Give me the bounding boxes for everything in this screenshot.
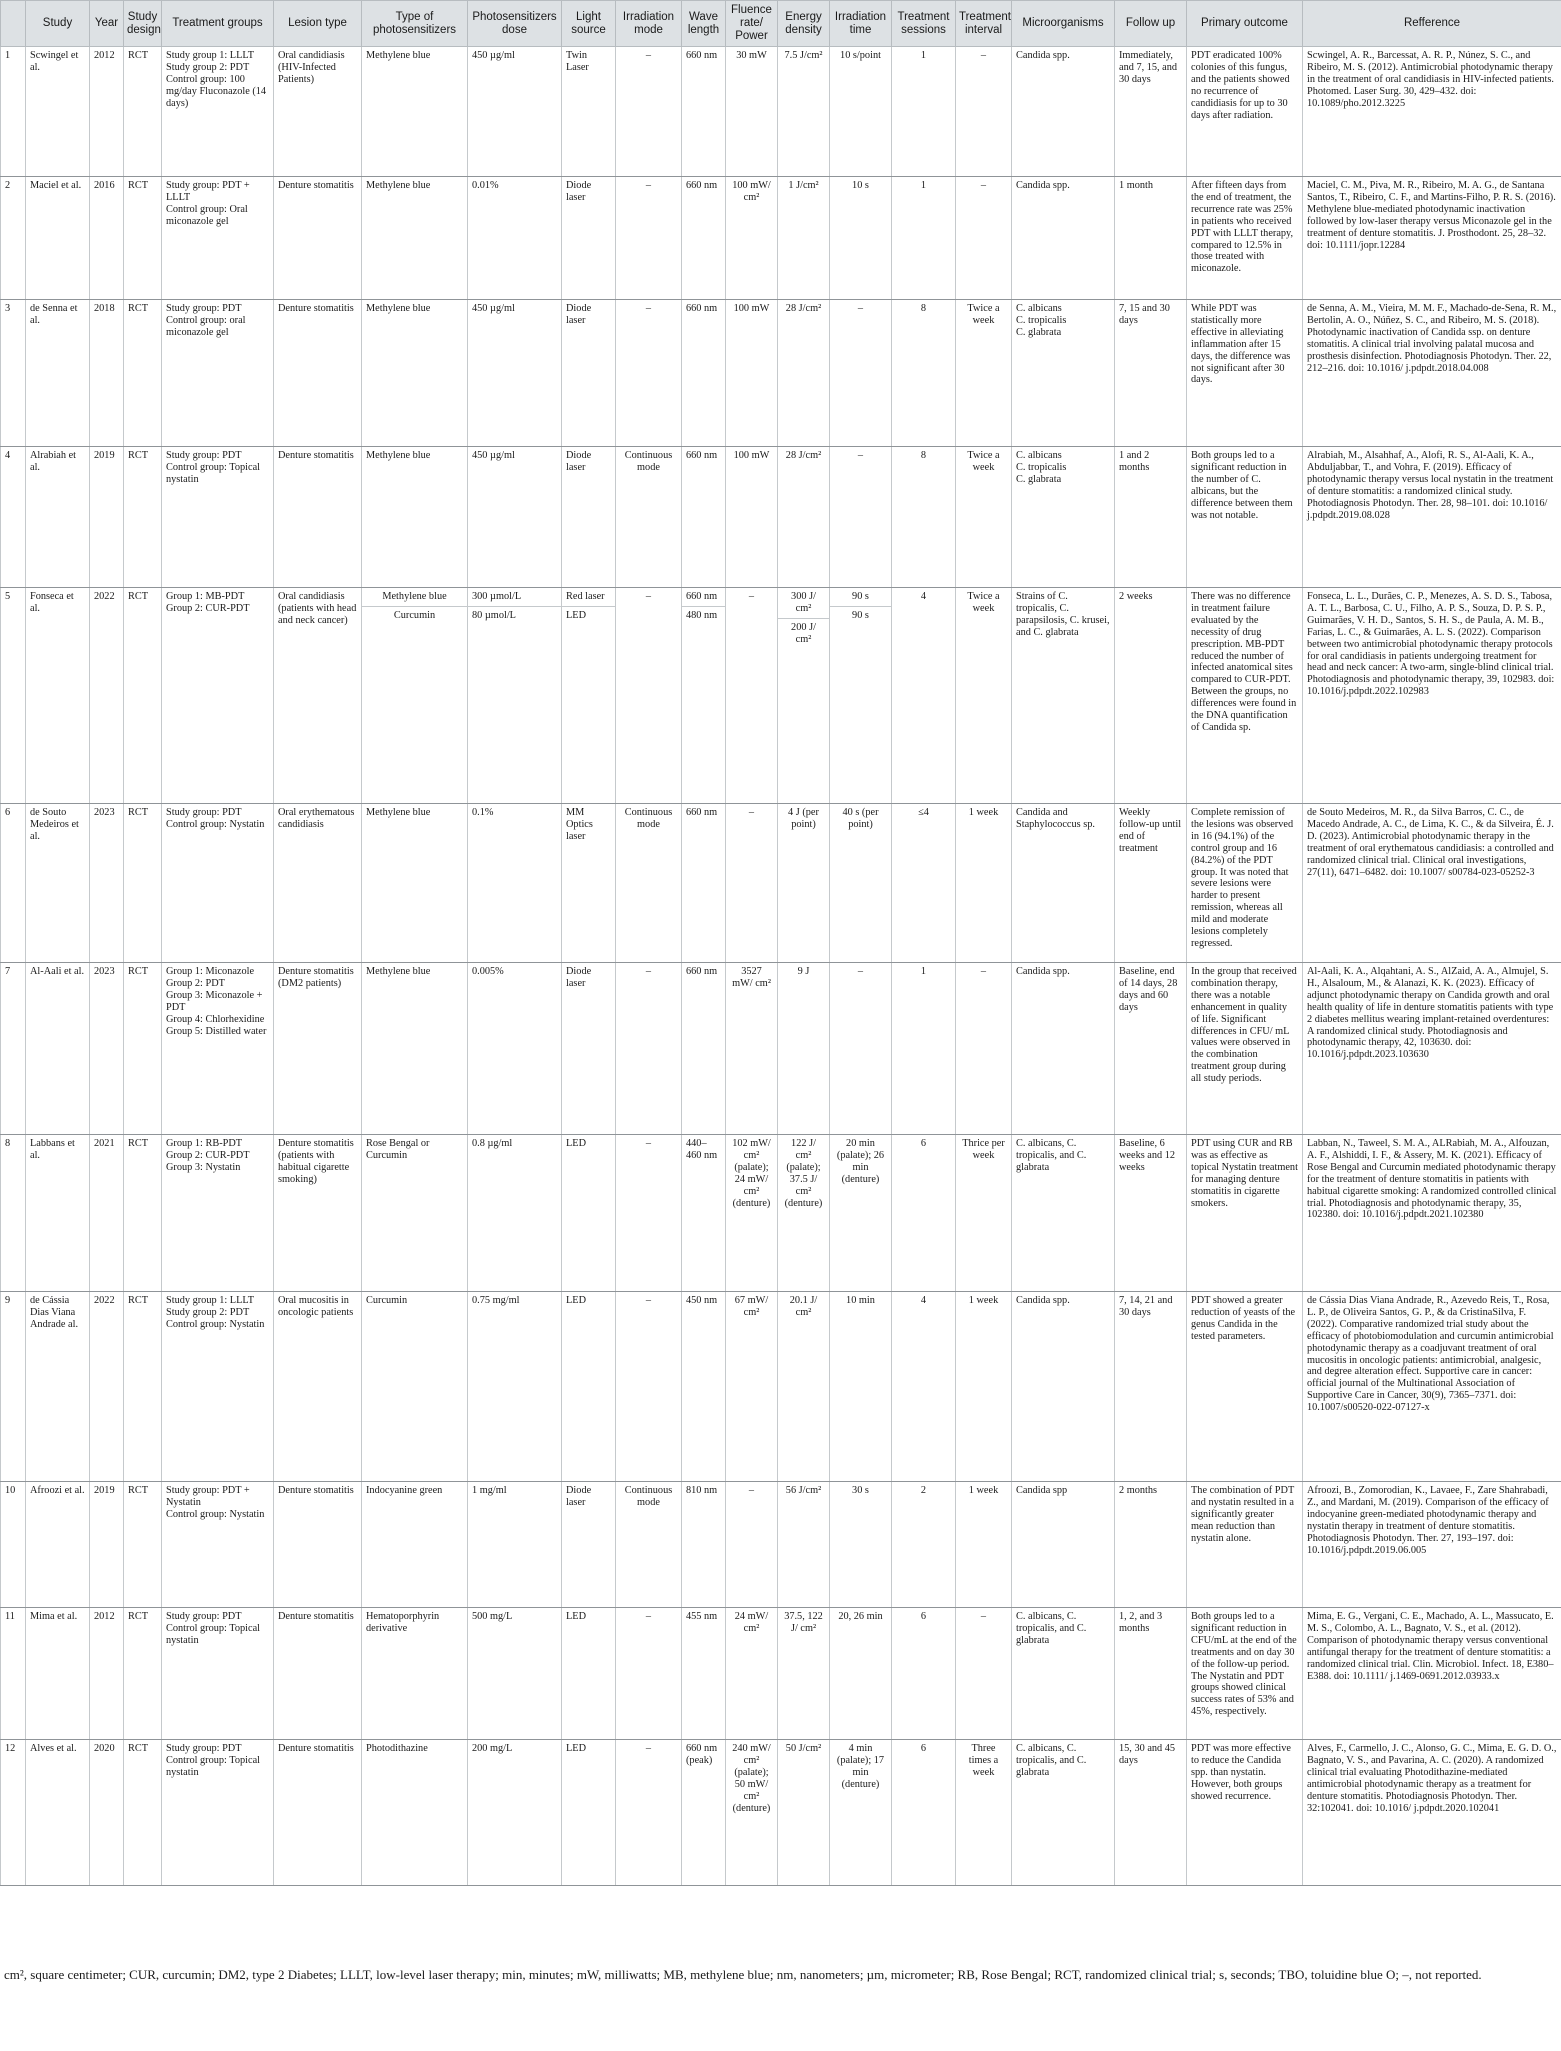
interval-cell: Twice a week <box>956 447 1012 588</box>
row-number: 1 <box>1 47 26 177</box>
design-cell: RCT <box>124 1482 162 1608</box>
study-cell: Labbans et al. <box>26 1135 90 1292</box>
table-row <box>1 804 1561 963</box>
primary-outcome-cell: The combination of PDT and nystatin resulted in a significantly greater mean reduction than nystatin alone. <box>1187 1482 1303 1608</box>
microorganisms-cell: Candida spp. <box>1012 177 1115 300</box>
header-study-design: Study design <box>124 1 162 47</box>
header-photosensitizer-dose: Photosensitizers dose <box>468 1 562 47</box>
reference-cell: de Senna, A. M., Vieira, M. M. F., Machado-de-Sena, R. M., Bertolin, A. O., Núñez, S. C., and Ribeiro, M. S. (2018). Photodynamic inactivation of Candida ssp. on denture stomatitis. A clinical trial involving palatal mucosa and prosthesis disinfection. Photodiagnosis Photodyn. Ther. 22, 212–216. doi: 10.1016/ j.pdpdt.2018.04.008 <box>1303 300 1561 447</box>
energy-density-cell-part: 300 J/ cm² <box>791 591 816 614</box>
energy-density-cell: 50 J/cm² <box>778 1740 830 1886</box>
microorganisms-cell: Candida spp. <box>1012 47 1115 177</box>
irradiation-time-cell-part: 90 s <box>830 606 891 625</box>
photosensitizer-cell: Rose Bengal or Curcumin <box>362 1135 468 1292</box>
treatment-groups-cell: Study group 1: LLLT Study group 2: PDT Control group: 100 mg/day Fluconazole (14 days) <box>162 47 274 177</box>
dose-cell: 1 mg/ml <box>468 1482 562 1608</box>
irradiation-mode-cell: – <box>616 47 682 177</box>
light-source-cell: Diode laser <box>562 447 616 588</box>
irradiation-mode-cell: – <box>616 963 682 1135</box>
header-microorganisms: Microorganisms <box>1012 1 1115 47</box>
dose-cell: 0.01% <box>468 177 562 300</box>
sessions-cell: 1 <box>892 963 956 1135</box>
wave-length-cell: 440–460 nm <box>682 1135 726 1292</box>
sessions-cell: 4 <box>892 588 956 804</box>
treatment-groups-cell: Study group: PDT Control group: Nystatin <box>162 804 274 963</box>
microorganisms-cell: C. albicans, C. tropicalis, and C. glabrata <box>1012 1608 1115 1740</box>
table-row <box>1 177 1561 300</box>
year-cell: 2019 <box>90 1482 124 1608</box>
treatment-groups-cell: Study group 1: LLLT Study group 2: PDT Control group: Nystatin <box>162 1292 274 1482</box>
year-cell: 2016 <box>90 177 124 300</box>
lesion-type-cell: Denture stomatitis <box>274 1740 362 1886</box>
microorganisms-cell: Strains of C. tropicalis, C. parapsilosis, C. krusei, and C. glabrata <box>1012 588 1115 804</box>
study-cell: Al-Aali et al. <box>26 963 90 1135</box>
sessions-cell: 8 <box>892 300 956 447</box>
light-source-cell-part: LED <box>562 606 615 625</box>
irradiation-time-cell-part: 90 s <box>852 591 869 602</box>
microorganisms-cell: C. albicans C. tropicalis C. glabrata <box>1012 300 1115 447</box>
wave-length-cell: 660 nm <box>682 177 726 300</box>
study-cell: Maciel et al. <box>26 177 90 300</box>
energy-density-cell <box>778 588 830 804</box>
energy-density-cell: 20.1 J/ cm² <box>778 1292 830 1482</box>
photosensitizer-cell: Methylene blue <box>362 300 468 447</box>
reference-cell: Alrabiah, M., Alsahhaf, A., Alofi, R. S., Al-Aali, K. A., Abduljabbar, T., and Vohra, F. (2019). Efficacy of photodynamic therapy versus local nystatin in the treatment of denture stomatitis: a randomized clinical study. Photodiagnosis Photodyn. Ther. 28, 98–101. doi: 10.1016/ j.pdpdt.2019.08.028 <box>1303 447 1561 588</box>
lesion-type-cell: Denture stomatitis <box>274 300 362 447</box>
irradiation-time-cell: – <box>830 447 892 588</box>
photosensitizer-cell: Methylene blue <box>362 177 468 300</box>
irradiation-time-cell: – <box>830 300 892 447</box>
header-energy-density: Energy density <box>778 1 830 47</box>
follow-up-cell: 7, 14, 21 and 30 days <box>1115 1292 1187 1482</box>
interval-cell: Twice a week <box>956 588 1012 804</box>
header-photosensitizer-type: Type of photosensitizers <box>362 1 468 47</box>
irradiation-mode-cell: – <box>616 588 682 804</box>
dose-cell <box>468 588 562 804</box>
interval-cell: Three times a week <box>956 1740 1012 1886</box>
dose-cell: 500 mg/L <box>468 1608 562 1740</box>
year-cell: 2023 <box>90 804 124 963</box>
fluence-cell: 100 mW <box>726 300 778 447</box>
irradiation-time-cell <box>830 588 892 804</box>
lesion-type-cell: Oral candidiasis (patients with head and neck cancer) <box>274 588 362 804</box>
interval-cell: Thrice per week <box>956 1135 1012 1292</box>
header-follow-up: Follow up <box>1115 1 1187 47</box>
header-wave-length: Wave length <box>682 1 726 47</box>
header-row <box>1 1 1561 47</box>
lesion-type-cell: Denture stomatitis (DM2 patients) <box>274 963 362 1135</box>
header-treatment-groups: Treatment groups <box>162 1 274 47</box>
fluence-cell: 3527 mW/ cm² <box>726 963 778 1135</box>
design-cell: RCT <box>124 1608 162 1740</box>
year-cell: 2021 <box>90 1135 124 1292</box>
sessions-cell: 6 <box>892 1740 956 1886</box>
light-source-cell: MM Optics laser <box>562 804 616 963</box>
follow-up-cell: 2 weeks <box>1115 588 1187 804</box>
microorganisms-cell: Candida spp. <box>1012 1292 1115 1482</box>
dose-cell: 450 µg/ml <box>468 47 562 177</box>
primary-outcome-cell: PDT was more effective to reduce the Candida spp. than nystatin. However, both groups showed recurrence. <box>1187 1740 1303 1886</box>
photosensitizer-cell: Photodithazine <box>362 1740 468 1886</box>
header-light-source: Light source <box>562 1 616 47</box>
irradiation-mode-cell: – <box>616 300 682 447</box>
study-cell: de Souto Medeiros et al. <box>26 804 90 963</box>
energy-density-cell: 28 J/cm² <box>778 300 830 447</box>
follow-up-cell: 2 months <box>1115 1482 1187 1608</box>
irradiation-mode-cell: – <box>616 1740 682 1886</box>
lesion-type-cell: Denture stomatitis <box>274 1608 362 1740</box>
fluence-cell: 100 mW <box>726 447 778 588</box>
reference-cell: Labban, N., Taweel, S. M. A., ALRabiah, M. A., Alfouzan, A. F., Alshiddi, I. F., & Assery, M. K. (2021). Efficacy of Rose Bengal and Curcumin mediated photodynamic therapy for the treatment of denture stomatitis in patients with habitual cigarette smoking: A randomized controlled clinical trial. Photodiagnosis and photodynamic therapy, 35, 102380. doi: 10.1016/j.pdpdt.2021.102380 <box>1303 1135 1561 1292</box>
year-cell: 2019 <box>90 447 124 588</box>
row-number: 12 <box>1 1740 26 1886</box>
irradiation-mode-cell: – <box>616 1608 682 1740</box>
energy-density-cell: 56 J/cm² <box>778 1482 830 1608</box>
header-number <box>1 1 26 47</box>
treatment-groups-cell: Study group: PDT Control group: oral miconazole gel <box>162 300 274 447</box>
design-cell: RCT <box>124 47 162 177</box>
row-number: 10 <box>1 1482 26 1608</box>
primary-outcome-cell: Both groups led to a significant reduction in the number of C. albicans, but the difference between them was not notable. <box>1187 447 1303 588</box>
study-cell: Fonseca et al. <box>26 588 90 804</box>
microorganisms-cell: C. albicans C. tropicalis C. glabrata <box>1012 447 1115 588</box>
light-source-cell <box>562 588 616 804</box>
design-cell: RCT <box>124 177 162 300</box>
light-source-cell-part: Red laser <box>566 591 605 602</box>
wave-length-cell: 660 nm <box>682 804 726 963</box>
reference-cell: Maciel, C. M., Piva, M. R., Ribeiro, M. A. G., de Santana Santos, T., Ribeiro, C. F., and Martins-Filho, P. R. S. (2016). Methylene blue-mediated photodynamic inactivation followed by low-laser therapy versus Miconazole gel in the treatment of denture stomatitis. J. Prosthodont. 25, 28–32. doi: 10.1111/jopr.12284 <box>1303 177 1561 300</box>
light-source-cell: LED <box>562 1135 616 1292</box>
dose-cell: 450 µg/ml <box>468 447 562 588</box>
microorganisms-cell: C. albicans, C. tropicalis, and C. glabrata <box>1012 1740 1115 1886</box>
irradiation-time-cell: 20, 26 min <box>830 1608 892 1740</box>
study-cell: de Senna et al. <box>26 300 90 447</box>
interval-cell: Twice a week <box>956 300 1012 447</box>
row-number: 4 <box>1 447 26 588</box>
follow-up-cell: 1, 2, and 3 months <box>1115 1608 1187 1740</box>
lesion-type-cell: Oral mucositis in oncologic patients <box>274 1292 362 1482</box>
microorganisms-cell: C. albicans, C. tropicalis, and C. glabrata <box>1012 1135 1115 1292</box>
treatment-groups-cell: Study group: PDT Control group: Topical nystatin <box>162 1740 274 1886</box>
sessions-cell: 8 <box>892 447 956 588</box>
interval-cell: 1 week <box>956 1482 1012 1608</box>
light-source-cell: Diode laser <box>562 963 616 1135</box>
interval-cell: 1 week <box>956 1292 1012 1482</box>
table-row <box>1 300 1561 447</box>
design-cell: RCT <box>124 447 162 588</box>
dose-cell-part: 300 µmol/L <box>472 591 522 602</box>
table-row <box>1 1135 1561 1292</box>
irradiation-time-cell: 30 s <box>830 1482 892 1608</box>
year-cell: 2012 <box>90 1608 124 1740</box>
dose-cell-part: 80 µmol/L <box>468 606 561 625</box>
wave-length-cell: 660 nm <box>682 47 726 177</box>
lesion-type-cell: Denture stomatitis <box>274 447 362 588</box>
photosensitizer-cell-part: Curcumin <box>362 606 467 625</box>
fluence-cell: – <box>726 588 778 804</box>
year-cell: 2012 <box>90 47 124 177</box>
year-cell: 2023 <box>90 963 124 1135</box>
follow-up-cell: 7, 15 and 30 days <box>1115 300 1187 447</box>
sessions-cell: 2 <box>892 1482 956 1608</box>
interval-cell: – <box>956 963 1012 1135</box>
header-irradiation-mode: Irradiation mode <box>616 1 682 47</box>
wave-length-cell: 660 nm <box>682 447 726 588</box>
row-number: 9 <box>1 1292 26 1482</box>
year-cell: 2022 <box>90 1292 124 1482</box>
light-source-cell: Twin Laser <box>562 47 616 177</box>
primary-outcome-cell: While PDT was statistically more effective in alleviating inflammation after 15 days, the difference was not significant after 30 days. <box>1187 300 1303 447</box>
sessions-cell: 1 <box>892 177 956 300</box>
fluence-cell: – <box>726 804 778 963</box>
microorganisms-cell: Candida and Staphylococcus sp. <box>1012 804 1115 963</box>
follow-up-cell: Baseline, 6 weeks and 12 weeks <box>1115 1135 1187 1292</box>
table-row <box>1 1608 1561 1740</box>
reference-cell: Fonseca, L. L., Durães, C. P., Menezes, A. S. D. S., Tabosa, A. T. L., Barbosa, C. U., Filho, A. P. S., Souza, D. P. S. P., Guimarães, V. H. D., Santos, S. H. S., de Paula, A. M. B., Farias, L. C., & Guimarães, A. L. S. (2022). Comparison between two antimicrobial photodynamic therapy protocols for oral candidiasis in patients undergoing treatment for head and neck cancer: A two-arm, single-blind clinical trial. Photodiagnosis and photodynamic therapy, 39, 102983. doi: 10.1016/j.pdpdt.2022.102983 <box>1303 588 1561 804</box>
treatment-groups-cell: Study group: PDT Control group: Topical nystatin <box>162 447 274 588</box>
study-cell: Scwingel et al. <box>26 47 90 177</box>
table-row <box>1 447 1561 588</box>
light-source-cell: Diode laser <box>562 1482 616 1608</box>
follow-up-cell: 1 month <box>1115 177 1187 300</box>
table-footnote: cm², square centimeter; CUR, curcumin; DM2, type 2 Diabetes; LLLT, low-level laser therapy; min, minutes; mW, milliwatts; MB, methylene blue; nm, nanometers; µm, micrometer; RB, Rose Bengal; RCT, randomized clinical trial; s, seconds; TBO, toluidine blue O; –, not reported. <box>4 1967 1482 1982</box>
primary-outcome-cell: Both groups led to a significant reduction in CFU/mL at the end of the treatments and on day 30 of the follow-up period. The Nystatin and PDT groups showed clinical success rates of 53% and 45%, respectively. <box>1187 1608 1303 1740</box>
sessions-cell: 1 <box>892 47 956 177</box>
dose-cell: 450 µg/ml <box>468 300 562 447</box>
year-cell: 2020 <box>90 1740 124 1886</box>
primary-outcome-cell: In the group that received combination therapy, there was a notable enhancement in quality of life. Significant differences in CFU/ mL values were observed in the combination treatment group during all study periods. <box>1187 963 1303 1135</box>
year-cell: 2018 <box>90 300 124 447</box>
design-cell: RCT <box>124 963 162 1135</box>
fluence-cell: 240 mW/ cm² (palate); 50 mW/ cm² (denture) <box>726 1740 778 1886</box>
dose-cell: 0.75 mg/ml <box>468 1292 562 1482</box>
primary-outcome-cell: PDT eradicated 100% colonies of this fungus, and the patients showed no recurrence of candidiasis for up to 30 days after radiation. <box>1187 47 1303 177</box>
irradiation-time-cell: 20 min (palate); 26 min (denture) <box>830 1135 892 1292</box>
interval-cell: – <box>956 47 1012 177</box>
sessions-cell: 6 <box>892 1608 956 1740</box>
reference-cell: Mima, E. G., Vergani, C. E., Machado, A. L., Massucato, E. M. S., Colombo, A. L., Bagnato, V. S., et al. (2012). Comparison of photodynamic therapy versus conventional antifungal therapy for the treatment of denture stomatitis: a randomized clinical trial. Clin. Microbiol. Infect. 18, E380–E388. doi: 10.1111/ j.1469-0691.2012.03933.x <box>1303 1608 1561 1740</box>
sessions-cell: 4 <box>892 1292 956 1482</box>
follow-up-cell: 1 and 2 months <box>1115 447 1187 588</box>
design-cell: RCT <box>124 300 162 447</box>
dose-cell: 200 mg/L <box>468 1740 562 1886</box>
row-number: 7 <box>1 963 26 1135</box>
light-source-cell: LED <box>562 1740 616 1886</box>
irradiation-time-cell: 4 min (palate); 17 min (denture) <box>830 1740 892 1886</box>
fluence-cell: 100 mW/ cm² <box>726 177 778 300</box>
irradiation-mode-cell: Continuous mode <box>616 447 682 588</box>
energy-density-cell: 4 J (per point) <box>778 804 830 963</box>
table-body <box>1 47 1561 1886</box>
irradiation-time-cell: – <box>830 963 892 1135</box>
treatment-groups-cell: Study group: PDT Control group: Topical nystatin <box>162 1608 274 1740</box>
row-number: 11 <box>1 1608 26 1740</box>
study-cell: de Cássia Dias Viana Andrade al. <box>26 1292 90 1482</box>
fluence-cell: 67 mW/ cm² <box>726 1292 778 1482</box>
lesion-type-cell: Oral candidiasis (HIV-Infected Patients) <box>274 47 362 177</box>
table-row <box>1 1482 1561 1608</box>
dose-cell: 0.1% <box>468 804 562 963</box>
energy-density-cell: 28 J/cm² <box>778 447 830 588</box>
interval-cell: 1 week <box>956 804 1012 963</box>
irradiation-mode-cell: – <box>616 177 682 300</box>
energy-density-cell: 122 J/ cm² (palate); 37.5 J/ cm² (denture) <box>778 1135 830 1292</box>
fluence-cell: 30 mW <box>726 47 778 177</box>
fluence-cell: – <box>726 1482 778 1608</box>
study-cell: Alves et al. <box>26 1740 90 1886</box>
irradiation-mode-cell: – <box>616 1135 682 1292</box>
irradiation-mode-cell: Continuous mode <box>616 804 682 963</box>
design-cell: RCT <box>124 588 162 804</box>
follow-up-cell: 15, 30 and 45 days <box>1115 1740 1187 1886</box>
header-lesion-type: Lesion type <box>274 1 362 47</box>
primary-outcome-cell: PDT showed a greater reduction of yeasts of the genus Candida in the tested parameters. <box>1187 1292 1303 1482</box>
wave-length-cell-part: 660 nm <box>686 591 718 602</box>
irradiation-mode-cell: Continuous mode <box>616 1482 682 1608</box>
photosensitizer-cell-part: Methylene blue <box>382 591 447 602</box>
energy-density-cell: 37.5, 122 J/ cm² <box>778 1608 830 1740</box>
microorganisms-cell: Candida spp. <box>1012 963 1115 1135</box>
table-row <box>1 1740 1561 1886</box>
header-fluence-rate: Fluence rate/ Power <box>726 1 778 47</box>
design-cell: RCT <box>124 1135 162 1292</box>
reference-cell: Alves, F., Carmello, J. C., Alonso, G. C., Mima, E. G. D. O., Bagnato, V. S., and Pavarina, A. C. (2020). A randomized clinical trial evaluating Photodithazine-mediated antimicrobial photodynamic therapy as a treatment for denture stomatitis. Photodiagnosis Photodyn. Ther. 32:102041. doi: 10.1016/ j.pdpdt.2020.102041 <box>1303 1740 1561 1886</box>
row-number: 2 <box>1 177 26 300</box>
sessions-cell: 6 <box>892 1135 956 1292</box>
header-treatment-sessions: Treatment sessions <box>892 1 956 47</box>
header-study: Study <box>26 1 90 47</box>
wave-length-cell-part: 480 nm <box>682 606 725 625</box>
light-source-cell: LED <box>562 1292 616 1482</box>
table-row <box>1 47 1561 177</box>
header-treatment-interval: Treatment interval <box>956 1 1012 47</box>
wave-length-cell: 810 nm <box>682 1482 726 1608</box>
photosensitizer-cell: Curcumin <box>362 1292 468 1482</box>
primary-outcome-cell: There was no difference in treatment failure evaluated by the necessity of drug prescription. MB-PDT reduced the number of infected anatomical sites compared to CUR-PDT. Between the groups, no differences were found in the DNA quantification of Candida sp. <box>1187 588 1303 804</box>
photosensitizer-cell: Methylene blue <box>362 47 468 177</box>
fluence-cell: 102 mW/ cm² (palate); 24 mW/ cm² (denture) <box>726 1135 778 1292</box>
wave-length-cell: 660 nm <box>682 300 726 447</box>
design-cell: RCT <box>124 1740 162 1886</box>
study-cell: Alrabiah et al. <box>26 447 90 588</box>
reference-cell: Al-Aali, K. A., Alqahtani, A. S., AlZaid, A. A., Almujel, S. H., Alsaloum, M., & Alanazi, K. K. (2023). Efficacy of adjunct photodynamic therapy on Candida growth and oral health quality of life in denture stomatitis patients with type 2 diabetes mellitus wearing implant-retained overdentures: A randomized clinical study. Photodiagnosis and photodynamic therapy, 42, 103630. doi: 10.1016/j.pdpdt.2023.103630 <box>1303 963 1561 1135</box>
study-cell: Mima et al. <box>26 1608 90 1740</box>
wave-length-cell <box>682 588 726 804</box>
irradiation-time-cell: 10 s/point <box>830 47 892 177</box>
year-cell: 2022 <box>90 588 124 804</box>
irradiation-time-cell: 10 s <box>830 177 892 300</box>
light-source-cell: Diode laser <box>562 300 616 447</box>
reference-cell: Scwingel, A. R., Barcessat, A. R. P., Núnez, S. C., and Ribeiro, M. S. (2012). Antimicrobial photodynamic therapy in the treatment of oral candidiasis in HIV-infected patients. Photomed. Laser Surg. 30, 429–432. doi: 10.1089/pho.2012.3225 <box>1303 47 1561 177</box>
primary-outcome-cell: After fifteen days from the end of treatment, the recurrence rate was 25% in patients who received PDT with LLLT therapy, compared to 12.5% in those treated with miconazole. <box>1187 177 1303 300</box>
treatment-groups-cell: Group 1: Miconazole Group 2: PDT Group 3: Miconazole + PDT Group 4: Chlorhexidine Group 5: Distilled water <box>162 963 274 1135</box>
irradiation-time-cell: 10 min <box>830 1292 892 1482</box>
photosensitizer-cell: Methylene blue <box>362 447 468 588</box>
energy-density-cell: 9 J <box>778 963 830 1135</box>
design-cell: RCT <box>124 1292 162 1482</box>
energy-density-cell: 1 J/cm² <box>778 177 830 300</box>
study-cell: Afroozi et al. <box>26 1482 90 1608</box>
sessions-cell: ≤4 <box>892 804 956 963</box>
follow-up-cell: Weekly follow-up until end of treatment <box>1115 804 1187 963</box>
design-cell: RCT <box>124 804 162 963</box>
table-row <box>1 963 1561 1135</box>
follow-up-cell: Baseline, end of 14 days, 28 days and 60 days <box>1115 963 1187 1135</box>
primary-outcome-cell: Complete remission of the lesions was observed in 16 (94.1%) of the control group and 16 (84.2%) of the PDT group. It was noted that severe lesions were harder to present remission, whereas all mild and moderate lesions completely regressed. <box>1187 804 1303 963</box>
lesion-type-cell: Denture stomatitis <box>274 177 362 300</box>
wave-length-cell: 660 nm <box>682 963 726 1135</box>
fluence-cell: 24 mW/ cm² <box>726 1608 778 1740</box>
wave-length-cell: 455 nm <box>682 1608 726 1740</box>
light-source-cell: LED <box>562 1608 616 1740</box>
row-number: 5 <box>1 588 26 804</box>
treatment-groups-cell: Study group: PDT + Nystatin Control group: Nystatin <box>162 1482 274 1608</box>
reference-cell: de Cássia Dias Viana Andrade, R., Azevedo Reis, T., Rosa, L. P., de Oliveira Santos, G. P., & da CristinaSilva, F. (2022). Comparative randomized trial study about the efficacy of photobiomodulation and curcumin antimicrobial photodynamic therapy as a coadjuvant treatment of oral mucositis in oncologic patients: antimicrobial, analgesic, and degree alteration effect. Supportive care in cancer: official journal of the Multinational Association of Supportive Care in Cancer, 30(9), 7365–7371. doi: 10.1007/s00520-022-07127-x <box>1303 1292 1561 1482</box>
header-irradiation-time: Irradiation time <box>830 1 892 47</box>
irradiation-mode-cell: – <box>616 1292 682 1482</box>
interval-cell: – <box>956 177 1012 300</box>
energy-density-cell: 7.5 J/cm² <box>778 47 830 177</box>
table-row <box>1 1292 1561 1482</box>
follow-up-cell: Immediately, and 7, 15, and 30 days <box>1115 47 1187 177</box>
treatment-groups-cell: Study group: PDT + LLLT Control group: Oral miconazole gel <box>162 177 274 300</box>
table-row <box>1 588 1561 804</box>
header-reference: Refference <box>1303 1 1561 47</box>
light-source-cell: Diode laser <box>562 177 616 300</box>
irradiation-time-cell: 40 s (per point) <box>830 804 892 963</box>
lesion-type-cell: Denture stomatitis <box>274 1482 362 1608</box>
photosensitizer-cell: Hematoporphyrin derivative <box>362 1608 468 1740</box>
lesion-type-cell: Denture stomatitis (patients with habitual cigarette smoking) <box>274 1135 362 1292</box>
reference-cell: Afroozi, B., Zomorodian, K., Lavaee, F., Zare Shahrabadi, Z., and Mardani, M. (2019). Comparison of the efficacy of indocyanine green-mediated photodynamic therapy and nystatin therapy in treatment of denture stomatitis. Photodiagnosis Photodyn. Ther. 27, 193–197. doi: 10.1016/j.pdpdt.2019.06.005 <box>1303 1482 1561 1608</box>
lesion-type-cell: Oral erythematous candidiasis <box>274 804 362 963</box>
dose-cell: 0.005% <box>468 963 562 1135</box>
photosensitizer-cell: Methylene blue <box>362 804 468 963</box>
interval-cell: – <box>956 1608 1012 1740</box>
wave-length-cell: 450 nm <box>682 1292 726 1482</box>
treatment-groups-cell: Group 1: RB-PDT Group 2: CUR-PDT Group 3: Nystatin <box>162 1135 274 1292</box>
header-primary-outcome: Primary outcome <box>1187 1 1303 47</box>
photosensitizer-cell: Indocyanine green <box>362 1482 468 1608</box>
microorganisms-cell: Candida spp <box>1012 1482 1115 1608</box>
energy-density-cell-part: 200 J/ cm² <box>778 618 829 649</box>
wave-length-cell: 660 nm (peak) <box>682 1740 726 1886</box>
row-number: 6 <box>1 804 26 963</box>
primary-outcome-cell: PDT using CUR and RB was as effective as topical Nystatin treatment for managing denture stomatitis in cigarette smokers. <box>1187 1135 1303 1292</box>
row-number: 8 <box>1 1135 26 1292</box>
reference-cell: de Souto Medeiros, M. R., da Silva Barros, C. C., de Macedo Andrade, A. C., de Lima, K. C., & da Silveira, É. J. D. (2023). Antimicrobial photodynamic therapy in the treatment of oral erythematous candidiasis: a controlled and randomized clinical trial. Clinical oral investigations, 27(11), 6471–6482. doi: 10.1007/ s00784-023-05252-3 <box>1303 804 1561 963</box>
header-year: Year <box>90 1 124 47</box>
row-number: 3 <box>1 300 26 447</box>
photosensitizer-cell <box>362 588 468 804</box>
photosensitizer-cell: Methylene blue <box>362 963 468 1135</box>
treatment-groups-cell: Group 1: MB-PDT Group 2: CUR-PDT <box>162 588 274 804</box>
dose-cell: 0.8 µg/ml <box>468 1135 562 1292</box>
